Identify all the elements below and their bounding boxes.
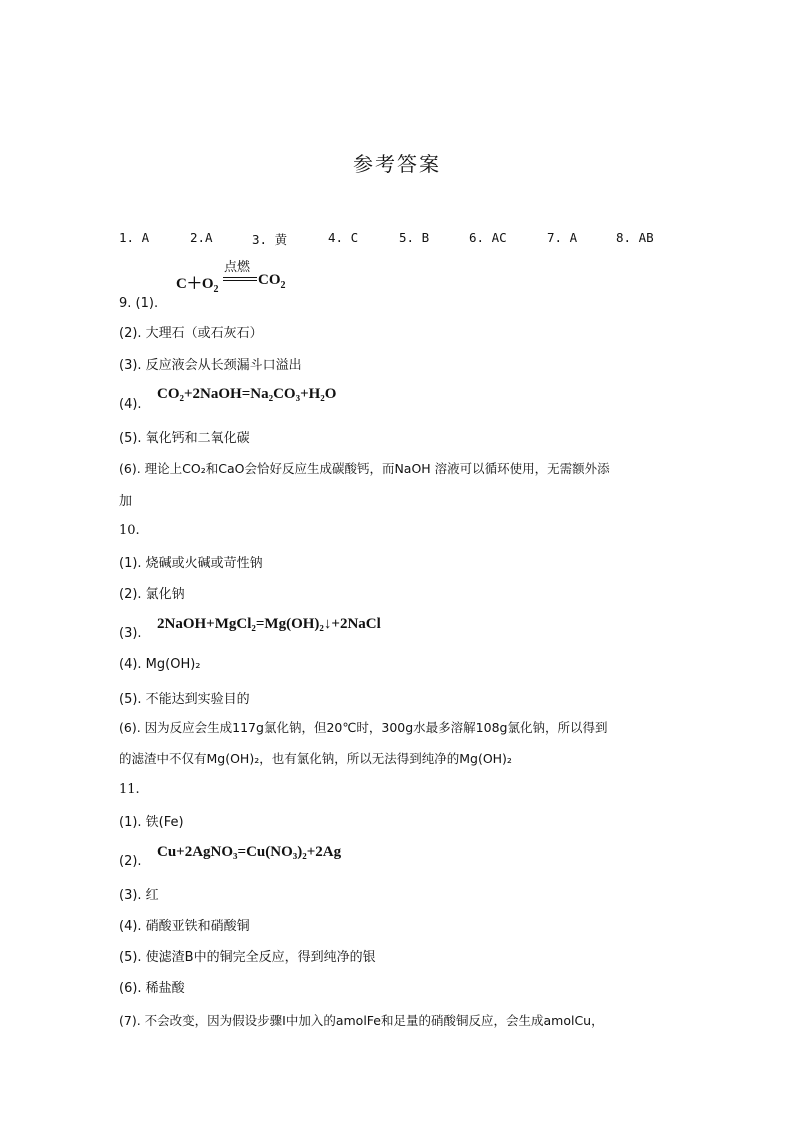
q11-line-4: (4). 硝酸亚铁和硝酸铜 (119, 919, 250, 934)
page-title: 参考答案 (353, 152, 441, 176)
q9-line-6: (6). 理论上CO₂和CaO会恰好反应生成碳酸钙，而NaOH 溶液可以循环使用，无需额外添 (119, 461, 610, 476)
q9-line-5: (5). 氧化钙和二氧化碳 (119, 431, 250, 446)
equation-cu-agno3: Cu+2AgNO₃=Cu(NO₃)₂+2Ag (157, 844, 342, 860)
answer-3: 3. 黄 (252, 232, 288, 247)
q10-heading: 10. (119, 523, 140, 538)
q10-line-6: (6). 因为反应会生成117g氯化钠，但20℃时，300g水最多溶解108g氯化钠，所以得到 (119, 720, 608, 735)
equation-co2-naoh: CO₂+2NaOH=Na₂CO₃+H₂O (157, 386, 337, 402)
q9-line-3: (3). 反应液会从长颈漏斗口溢出 (119, 358, 302, 373)
answer-5: 5. B (399, 230, 430, 245)
eq-arrow (223, 277, 257, 281)
q9-line-4: (4). (119, 397, 142, 412)
q11-line-6: (6). 稀盐酸 (119, 981, 185, 996)
eq-condition: 点燃 (224, 260, 251, 275)
q11-line-2: (2). (119, 854, 142, 869)
q11-line-7: (7). 不会改变，因为假设步骤Ⅰ中加入的amolFe和足量的硝酸铜反应，会生成amolCu， (119, 1013, 604, 1028)
q10-line-1: (1). 烧碱或火碱或苛性钠 (119, 556, 263, 571)
q11-heading: 11. (119, 782, 140, 797)
eq-product: CO (258, 272, 281, 288)
q10-line-6b: 的滤渣中不仅有Mg(OH)₂，也有氯化钠，所以无法得到纯净的Mg(OH)₂ (119, 751, 512, 766)
q9-line-6b: 加 (119, 494, 133, 509)
q10-line-3: (3). (119, 626, 142, 641)
answer-8: 8. AB (616, 230, 654, 245)
q11-line-1: (1). 铁(Fe) (119, 815, 184, 830)
eq-reactant: C＋O (176, 276, 214, 292)
answer-2: 2.A (190, 230, 213, 245)
q10-line-4: (4). Mg(OH)₂ (119, 657, 201, 672)
q10-line-2: (2). 氯化钠 (119, 587, 185, 602)
equation-naoh-mgcl2: 2NaOH+MgCl₂=Mg(OH)₂↓+2NaCl (157, 616, 381, 632)
answer-7: 7. A (547, 230, 578, 245)
q11-line-3: (3). 红 (119, 888, 159, 903)
q10-line-5: (5). 不能达到实验目的 (119, 692, 250, 707)
q11-line-5: (5). 使滤渣B中的铜完全反应，得到纯净的银 (119, 950, 376, 965)
answer-1: 1. A (119, 230, 150, 245)
answer-4: 4. C (328, 230, 359, 245)
q9-line-2: (2). 大理石（或石灰石） (119, 326, 263, 341)
answer-6: 6. AC (469, 230, 507, 245)
q9-line-1: 9. (1). (119, 296, 159, 311)
